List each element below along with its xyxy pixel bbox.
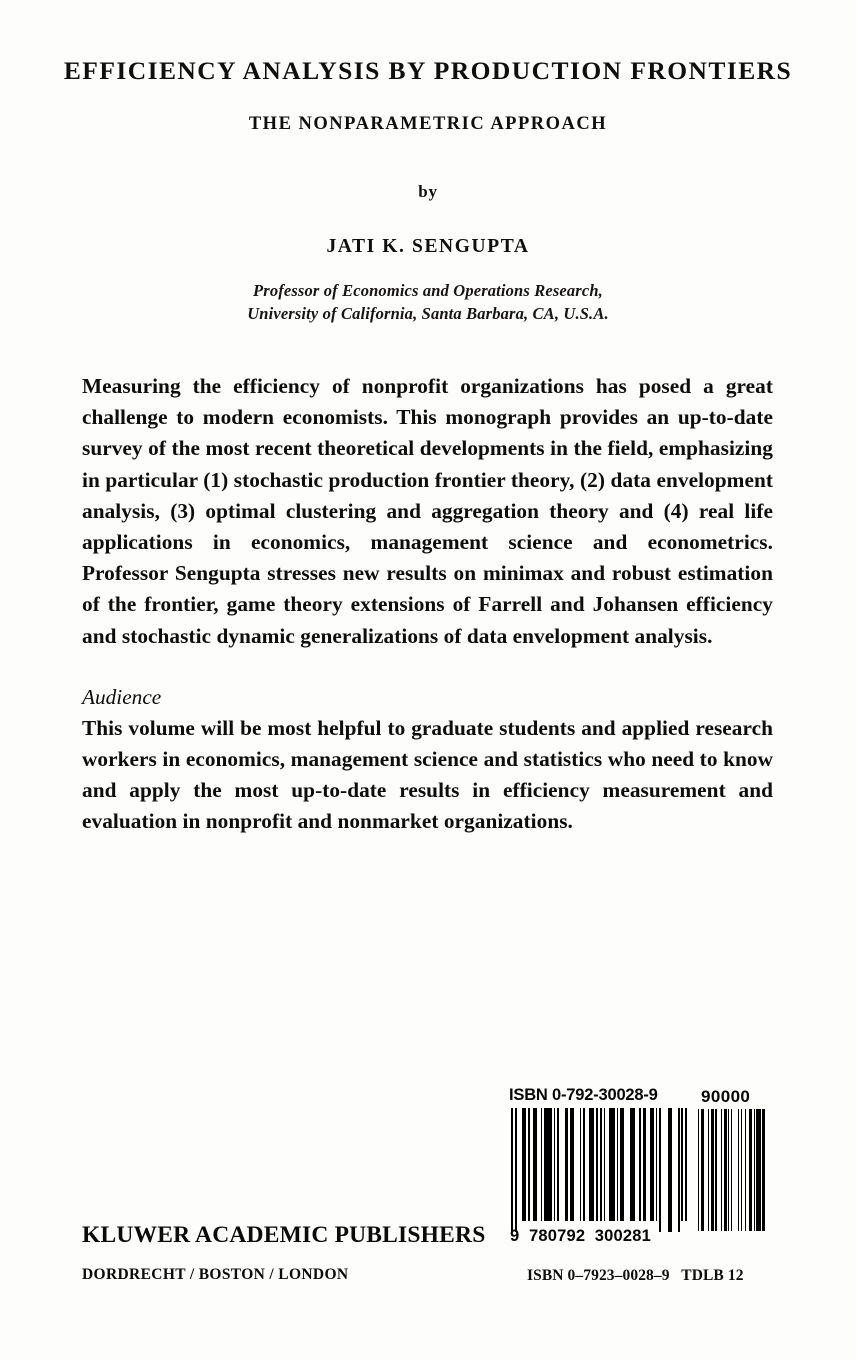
audience-heading: Audience [82,684,162,709]
title-block [0,56,856,135]
page-title: EFFICIENCY ANALYSIS BY PRODUCTION FRONTIERS [63,56,793,85]
ean13-barcode [511,1108,687,1232]
blurb-paragraph: Measuring the efficiency of nonprofit organizations has posed a great challenge to modern economists. This monograph provides an up-to-date survey of the most recent theoretical developments in the field, emphasizing in particular (1) stochastic production frontier theory, (2) data envelopment analysis, (3) optimal clustering and aggregation theory and (4) real life applications in economics, management science and econometrics. Professor Sengupta stresses new results on minimax and robust estimation of the frontier, game theory extensions of Farrell and Johansen efficiency and stochastic dynamic generalizations of data envelopment analysis. [82,374,773,648]
addon-price-code-label: 90000 [701,1087,751,1106]
publisher-name: KLUWER ACADEMIC PUBLISHERS [82,1222,486,1248]
audience-paragraph: This volume will be most helpful to graduate students and applied research workers in economics, management science and statistics who need to know and apply the most up-to-date results in efficiency measurement and evaluation in nonprofit and nonmarket organizations. [82,715,773,834]
page-subtitle: THE NONPARAMETRIC APPROACH [248,114,608,135]
affiliation-line-1: Professor of Economics and Operations Research, [253,281,603,300]
isbn-below-barcode: ISBN 0–7923–0028–9 TDLB 12 [527,1267,744,1284]
back-cover-copy [82,371,773,838]
audience-section [82,683,773,838]
ean-digits: 9 780792 300281 [510,1227,652,1245]
author-name: JATI K. SENGUPTA [326,236,530,257]
affiliation-line-2: University of California, Santa Barbara, CA, U.S.A. [247,304,609,324]
author-affiliation [0,279,856,326]
isbn-above-barcode: ISBN 0-792-30028-9 [509,1086,658,1104]
by-label: by [418,182,438,201]
publisher-cities: DORDRECHT / BOSTON / LONDON [82,1266,349,1283]
ean5-addon-barcode [698,1109,765,1231]
barcode-zone [509,1086,775,1271]
author-block [0,182,856,326]
publisher-block [82,1222,502,1284]
